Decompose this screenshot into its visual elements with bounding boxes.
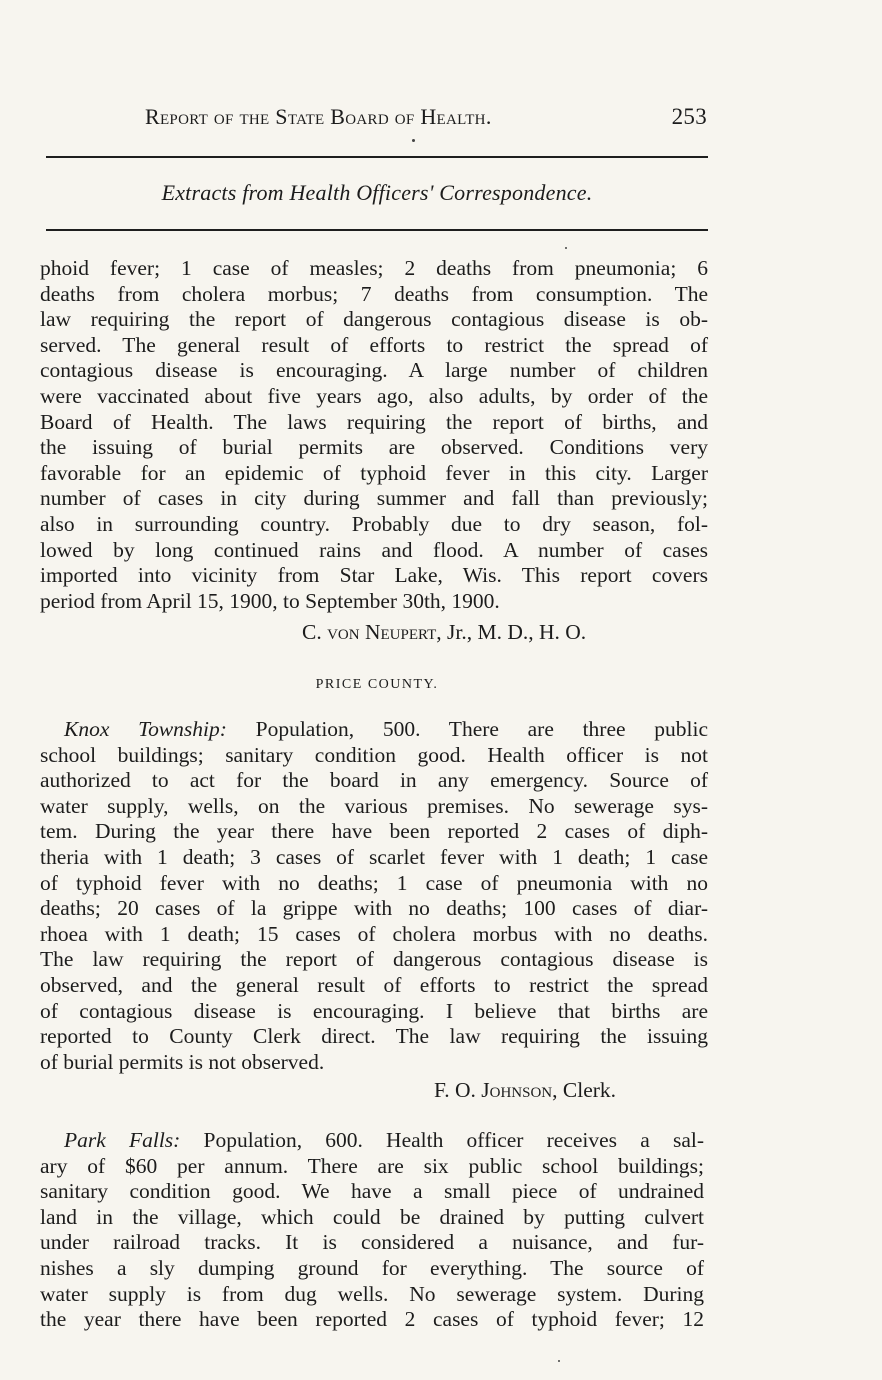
text-line: the year there have been reported 2 cases of typhoid fever; 12 [40, 1307, 704, 1332]
text-line: sanitary condition good. We have a small piece of undrained [40, 1179, 704, 1204]
text-line [40, 1128, 704, 1154]
text-line: contagious disease is encouraging. A large number of children [40, 358, 708, 383]
text-line: phoid fever; 1 case of measles; 2 deaths from pneumonia; 6 [40, 256, 708, 280]
text-line: the issuing of burial permits are observed. Conditions very [40, 435, 708, 460]
running-head-title: Report of the State Board of Health. [145, 104, 492, 129]
text-line: favorable for an epidemic of typhoid fever in this city. Larger [40, 460, 708, 485]
text-line: The law requiring the report of dangerous contagious disease is [40, 947, 708, 972]
text-line: school buildings; sanitary condition good. Health officer is not [40, 742, 708, 767]
text-line: observed, and the general result of efforts to restrict the spread [40, 972, 708, 997]
text-line: of typhoid fever with no deaths; 1 case of pneumonia with no [40, 870, 708, 895]
text-line: authorized to act for the board in any emergency. Source of [40, 768, 708, 793]
signature-name: von Neupert [327, 620, 437, 644]
park-falls-lead: Park Falls: [64, 1128, 181, 1152]
knox-township-report [40, 717, 708, 1075]
section-heading: Extracts from Health Officers' Correspondence. [161, 180, 593, 205]
signature-clerk [434, 1078, 616, 1103]
text-line: tem. During the year there have been reported 2 cases of diph- [40, 819, 708, 844]
report-continuation [40, 256, 708, 614]
text-line: rhoea with 1 death; 15 cases of cholera morbus with no deaths. [40, 921, 708, 946]
text-line: number of cases in city during summer and fall than previously; [40, 486, 708, 511]
bottom-rule [46, 229, 708, 231]
text-line: served. The general result of efforts to restrict the spread of [40, 332, 708, 357]
scan-speck [412, 139, 415, 142]
knox-township-lead: Knox Township: [64, 717, 227, 741]
signature-name: Johnson [481, 1078, 553, 1102]
text-line: reported to County Clerk direct. The law requiring the issuing [40, 1024, 708, 1049]
text-line: period from April 15, 1900, to September 30th, 1900. [40, 588, 500, 613]
text-line: under railroad tracks. It is considered a nuisance, and fur- [40, 1230, 704, 1255]
knox-first-line: Population, 500. There are three public [226, 717, 708, 741]
signature-suffix: , Clerk. [552, 1078, 617, 1102]
text-line: water supply is from dug wells. No sewerage system. During [40, 1281, 704, 1306]
signature-initial: F. O. [434, 1078, 482, 1102]
signature-suffix: , Jr., M. D., H. O. [436, 620, 587, 644]
text-line: land in the village, which could be drained by putting culvert [40, 1204, 704, 1229]
running-head [145, 104, 715, 134]
signature-initial: C. [302, 620, 328, 644]
signature-health-officer [302, 620, 586, 645]
text-line: theria with 1 death; 3 cases of scarlet fever with 1 death; 1 case [40, 844, 708, 869]
text-line: deaths; 20 cases of la grippe with no deaths; 100 cases of diar- [40, 896, 708, 921]
text-line: of burial permits is not observed. [40, 1049, 325, 1074]
text-line [40, 717, 708, 743]
park-falls-first-line: Population, 600. Health officer receives a sal- [180, 1128, 704, 1152]
scan-speck [558, 1360, 560, 1362]
text-line: law requiring the report of dangerous contagious disease is ob- [40, 307, 708, 332]
park-falls-report [40, 1128, 704, 1333]
county-heading: PRICE COUNTY. [315, 677, 439, 692]
text-line: water supply, wells, on the various premises. No sewerage sys- [40, 793, 708, 818]
text-line: lowed by long continued rains and flood. A number of cases [40, 537, 708, 562]
text-line: nishes a sly dumping ground for everything. The source of [40, 1255, 704, 1280]
text-line: were vaccinated about five years ago, also adults, by order of the [40, 383, 708, 408]
text-line: ary of $60 per annum. There are six public school buildings; [40, 1153, 704, 1178]
text-line: Board of Health. The laws requiring the report of births, and [40, 409, 708, 434]
page-number: 253 [671, 104, 707, 129]
text-line: also in surrounding country. Probably due to dry season, fol- [40, 511, 708, 536]
top-rule [46, 156, 708, 158]
text-line: imported into vicinity from Star Lake, Wis. This report covers [40, 563, 708, 588]
text-line: deaths from cholera morbus; 7 deaths from consumption. The [40, 281, 708, 306]
text-line: of contagious disease is encouraging. I believe that births are [40, 998, 708, 1023]
scan-speck [565, 247, 567, 249]
